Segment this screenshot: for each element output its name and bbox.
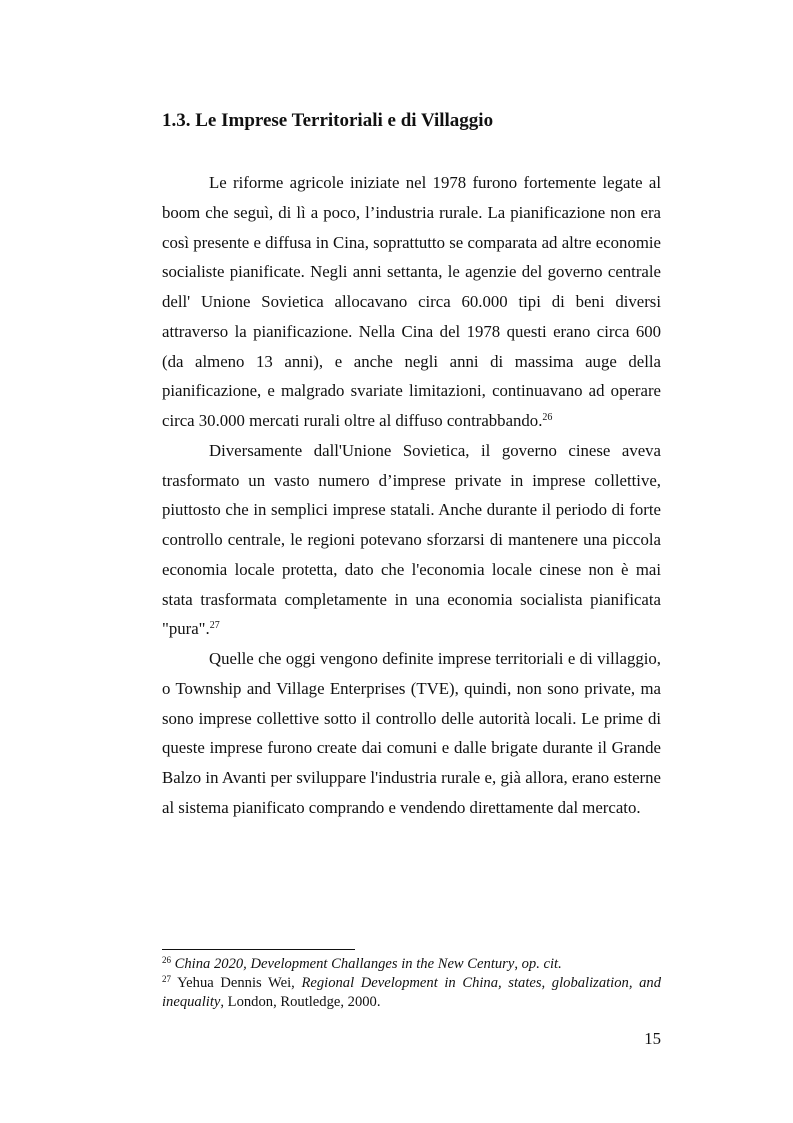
paragraph	[162, 644, 661, 823]
footnotes	[162, 955, 661, 1012]
footnote-number: 27	[162, 974, 171, 984]
footnote-publication: , London, Routledge, 2000.	[220, 994, 381, 1010]
paragraph-text: Diversamente dall'Unione Sovietica, il governo cinese aveva trasformato un vasto numero d’imprese private in imprese collettive, piuttosto che in semplici imprese statali. Anche durante il periodo di forte controllo centrale, le regioni potevano sforzarsi di mantenere una piccola economia locale protetta, dato che l'economia locale cinese non è mai stata trasformata completamente in una economia socialista pianificata "pura".	[162, 440, 661, 639]
footnote-reference[interactable]: 27	[209, 620, 220, 632]
footnote-number: 26	[162, 955, 171, 965]
paragraph-text: Quelle che oggi vengono definite imprese territoriali e di villaggio, o Township and Village Enterprises (TVE), quindi, non sono private, ma sono imprese collettive sotto il controllo delle autorità locali. Le prime di queste imprese furono create dai comuni e dalle brigate durante il Grande Balzo in Avanti per sviluppare l'industria rurale e, già allora, erano esterne al sistema pianificato comprando e vendendo direttamente dal mercato.	[162, 649, 661, 817]
paragraph	[162, 436, 661, 644]
section-heading: 1.3. Le Imprese Territoriali e di Villaggio	[162, 110, 494, 131]
footnote-citation: op. cit.	[521, 956, 562, 972]
body-text	[162, 168, 661, 823]
footnote-reference[interactable]: 26	[542, 412, 553, 423]
footnote-26	[162, 955, 661, 974]
footnote-separator-text: ,	[514, 956, 522, 972]
footnote-separator	[162, 949, 355, 950]
footnote-author: Yehua Dennis Wei,	[177, 975, 302, 991]
paragraph	[162, 168, 661, 436]
footnote-title: China 2020, Development Challanges in the New Century	[174, 956, 515, 972]
page-number: 15	[644, 1029, 661, 1048]
footnote-title: Regional Development in China, states, globalization, and inequality	[162, 975, 661, 1010]
footnote-27	[162, 974, 661, 1012]
paragraph-text: Le riforme agricole iniziate nel 1978 furono fortemente legate al boom che seguì, di lì a poco, l’industria rurale. La pianificazione non era così presente e diffusa in Cina, soprattutto se comparata ad altre economie socialiste pianificate. Negli anni settanta, le agenzie del governo centrale dell' Unione Sovietica allocavano circa 60.000 tipi di beni diversi attraverso la pianificazione. Nella Cina del 1978 questi erano circa 600 (da almeno 13 anni), e anche negli anni di massima auge della pianificazione, e malgrado svariate limitazioni, continuavano ad operare circa 30.000 mercati rurali oltre al diffuso contrabbando.	[162, 173, 661, 430]
